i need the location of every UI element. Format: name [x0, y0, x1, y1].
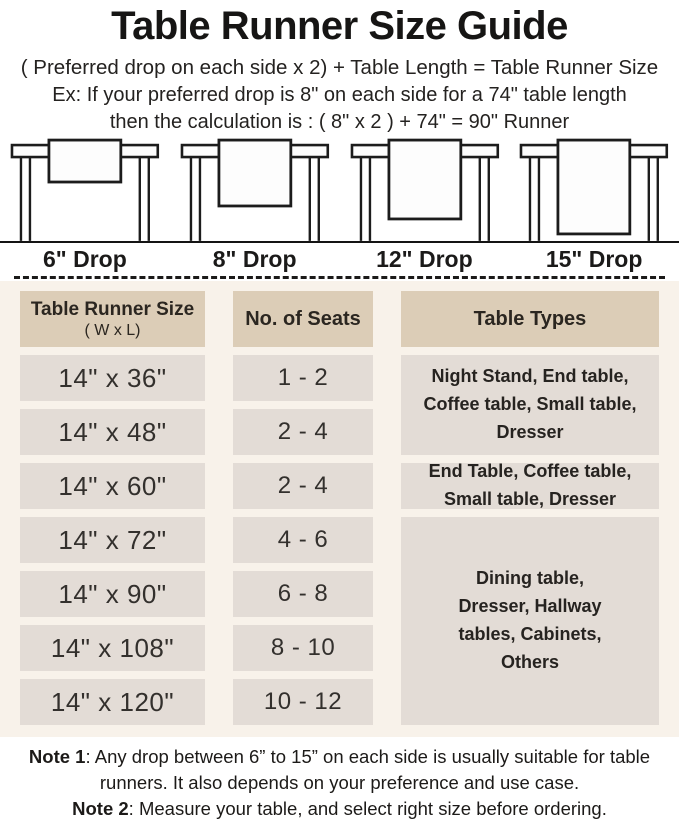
drop-label-6: 6" Drop — [43, 246, 127, 273]
types-text: End Table, Coffee table, Small table, Dresser — [428, 461, 632, 510]
illustration-12-drop — [340, 137, 510, 241]
drop-label-12: 12" Drop — [376, 246, 473, 273]
table-side-view-icon — [340, 137, 510, 241]
table-cell-seats: 4 - 6 — [233, 517, 373, 563]
table-cell-size: 14" x 60" — [20, 463, 205, 509]
table-side-view-icon — [170, 137, 340, 241]
header-cell-size — [20, 291, 205, 347]
divider-dashed — [14, 276, 665, 279]
drop-labels-row — [0, 243, 679, 276]
table-side-view-icon — [509, 137, 679, 241]
note-2-label: Note 2 — [72, 798, 129, 820]
table-cell-seats: 1 - 2 — [233, 355, 373, 401]
page-title: Table Runner Size Guide — [111, 4, 568, 48]
illustration-8-drop — [170, 137, 340, 241]
table-cell-size: 14" x 36" — [20, 355, 205, 401]
notes-section — [0, 737, 679, 822]
example-line-2: then the calculation is : ( 8" x 2 ) + 74" = 90" Runner — [109, 111, 570, 134]
table-cell-seats: 10 - 12 — [233, 679, 373, 725]
header-cell-types: Table Types — [401, 291, 659, 347]
table-cell-seats: 6 - 8 — [233, 571, 373, 617]
table-cell-size: 14" x 90" — [20, 571, 205, 617]
illustration-15-drop — [509, 137, 679, 241]
guide-header — [0, 0, 679, 134]
example-line-1: Ex: If your preferred drop is 8" on each side for a 74" table length — [52, 84, 627, 107]
note-2 — [6, 796, 673, 822]
table-cell-types-small — [401, 355, 659, 455]
header-size-subtitle: ( W x L) — [84, 322, 141, 340]
note-1-label: Note 1 — [28, 746, 86, 768]
table-cell-size: 14" x 72" — [20, 517, 205, 563]
size-guide-table — [0, 281, 679, 737]
table-cell-seats: 2 - 4 — [233, 463, 373, 509]
header-cell-seats: No. of Seats — [233, 291, 373, 347]
illustration-6-drop — [0, 137, 170, 241]
types-text: Dining table, Dresser, Hallway tables, Cabinets, Others — [458, 568, 602, 673]
table-cell-size: 14" x 108" — [20, 625, 205, 671]
drop-illustrations — [0, 137, 679, 241]
table-cell-types-medium — [401, 463, 659, 509]
table-cell-size: 14" x 120" — [20, 679, 205, 725]
types-text: Night Stand, End table, Coffee table, Small table, Dresser — [423, 366, 637, 443]
table-side-view-icon — [0, 137, 170, 241]
note-1-text: : Any drop between 6” to 15” on each side is usually suitable for table runners. It also depends on your preference and use case. — [85, 746, 651, 794]
header-size-title: Table Runner Size — [30, 298, 195, 320]
note-1 — [6, 744, 673, 796]
table-cell-seats: 8 - 10 — [233, 625, 373, 671]
table-cell-size: 14" x 48" — [20, 409, 205, 455]
drop-label-8: 8" Drop — [212, 246, 297, 273]
drop-label-15: 15" Drop — [545, 246, 643, 273]
table-cell-seats: 2 - 4 — [233, 409, 373, 455]
formula-line: ( Preferred drop on each side x 2) + Table Length = Table Runner Size — [20, 56, 659, 80]
note-2-text: : Measure your table, and select right size before ordering. — [128, 798, 607, 820]
table-cell-types-large — [401, 517, 659, 725]
